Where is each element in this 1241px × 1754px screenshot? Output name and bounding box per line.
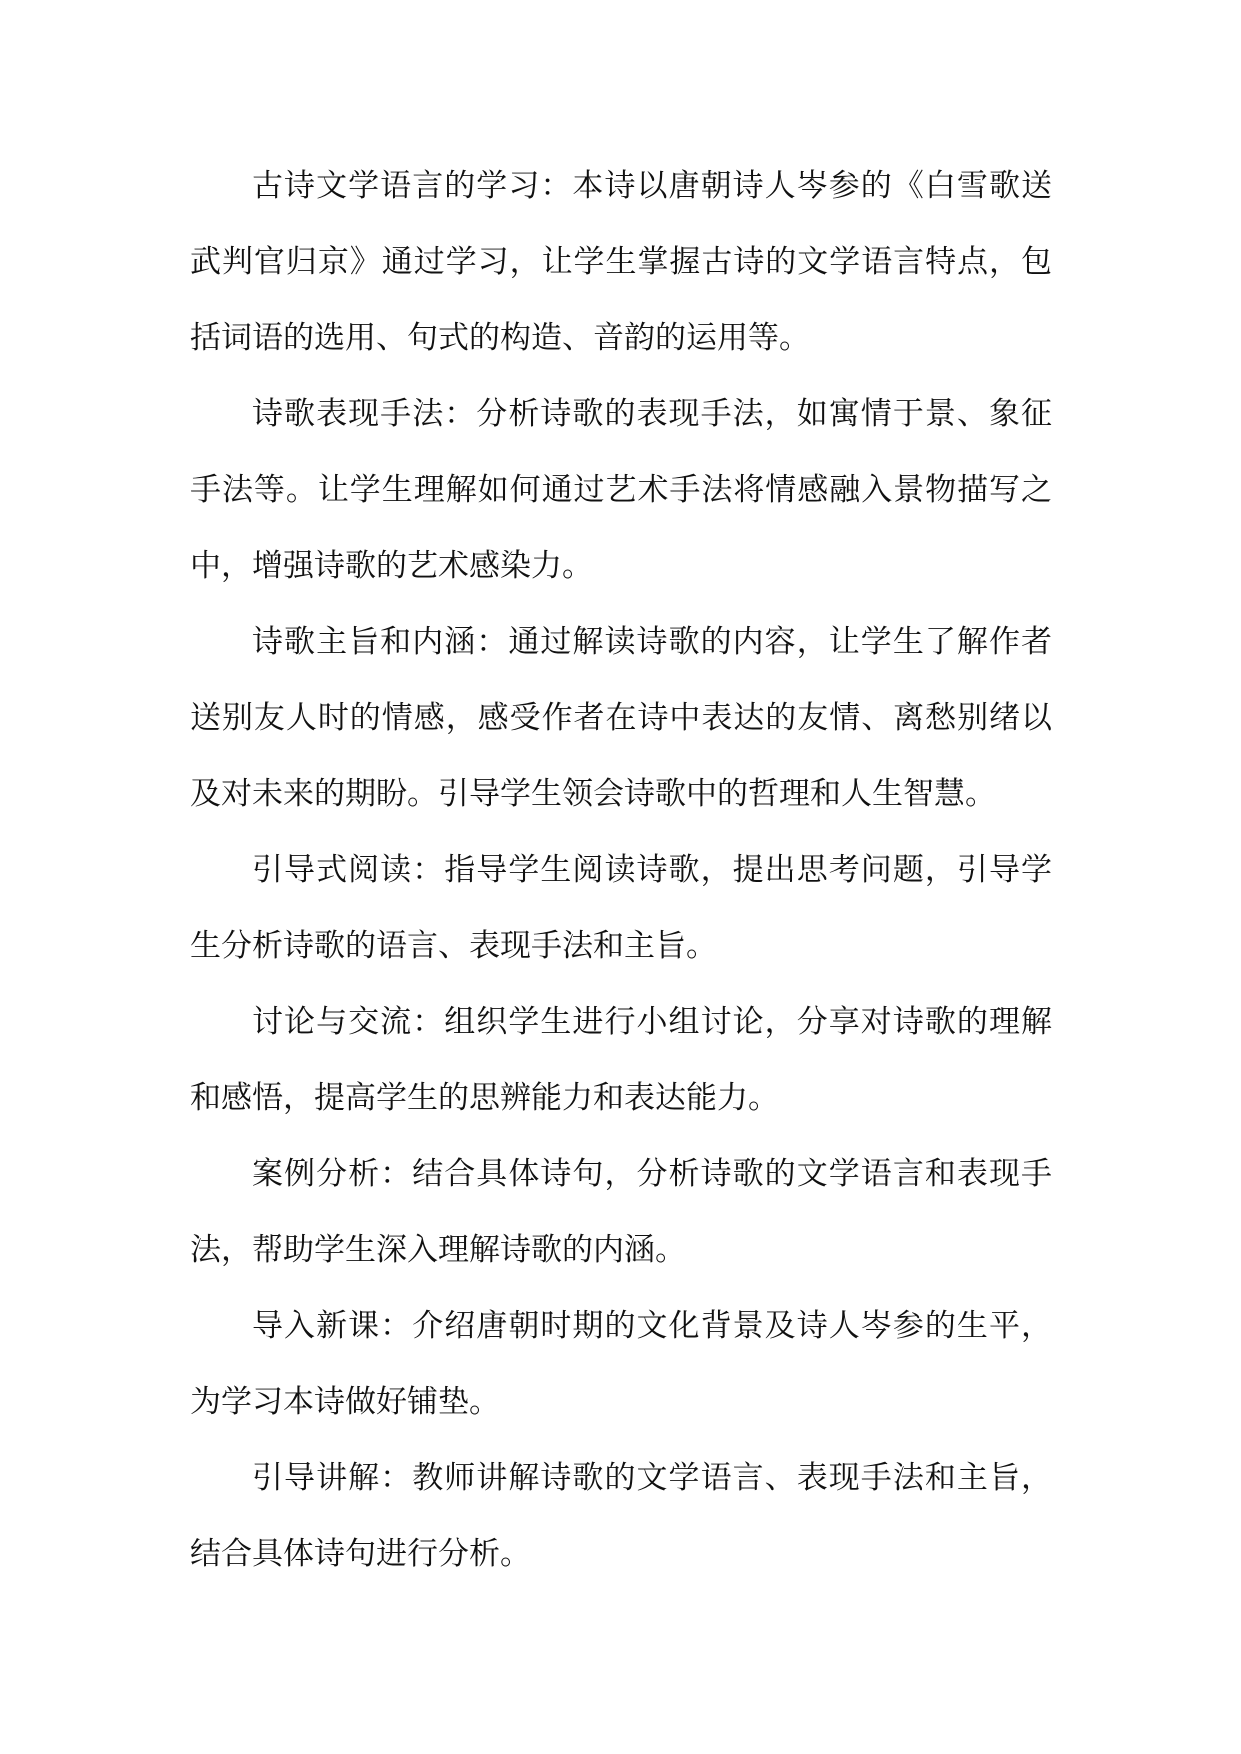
- paragraph-lesson-introduction: 导入新课：介绍唐朝时期的文化背景及诗人岑参的生平，为学习本诗做好铺垫。: [190, 1308, 1052, 1420]
- paragraph-case-analysis: 案例分析：结合具体诗句，分析诗歌的文学语言和表现手法，帮助学生深入理解诗歌的内涵。: [190, 1156, 1052, 1268]
- paragraph-theme-connotation: 诗歌主旨和内涵：通过解读诗歌的内容，让学生了解作者送别友人时的情感，感受作者在诗中表达的友情、离愁别绪以及对未来的期盼。引导学生领会诗歌中的哲理和人生智慧。: [190, 624, 1052, 812]
- paragraph-guided-reading: 引导式阅读：指导学生阅读诗歌，提出思考问题，引导学生分析诗歌的语言、表现手法和主旨。: [190, 852, 1052, 964]
- paragraph-literary-language: 古诗文学语言的学习：本诗以唐朝诗人岑参的《白雪歌送武判官归京》通过学习，让学生掌握古诗的文学语言特点，包括词语的选用、句式的构造、音韵的运用等。: [190, 168, 1052, 356]
- paragraph-guided-explanation: 引导讲解：教师讲解诗歌的文学语言、表现手法和主旨，结合具体诗句进行分析。: [190, 1460, 1052, 1572]
- paragraph-expression-techniques: 诗歌表现手法：分析诗歌的表现手法，如寓情于景、象征手法等。让学生理解如何通过艺术手法将情感融入景物描写之中，增强诗歌的艺术感染力。: [190, 396, 1052, 584]
- document-body: [190, 148, 1052, 1592]
- paragraph-discussion: 讨论与交流：组织学生进行小组讨论，分享对诗歌的理解和感悟，提高学生的思辨能力和表达能力。: [190, 1004, 1052, 1116]
